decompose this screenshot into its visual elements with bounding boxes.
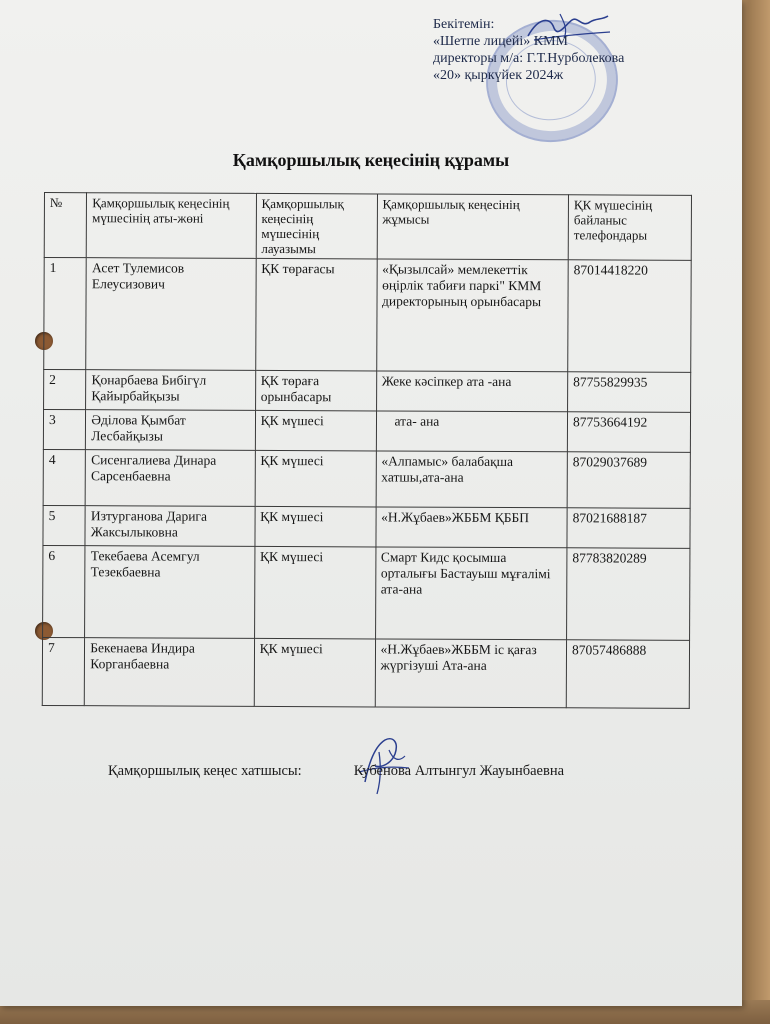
cell-phone: 87057486888: [566, 640, 689, 709]
cell-work: Смарт Кидс қосымша орталығы Бастауыш мұғалімі ата-ана: [375, 547, 567, 640]
table-row: [42, 637, 689, 708]
members-table: [42, 192, 692, 709]
table-row: [44, 258, 691, 373]
column-header-number: №: [44, 193, 87, 258]
cell-work: «Н.Жұбаев»ЖББМ іс қағаз жүргізуші Ата-ана: [375, 639, 567, 708]
cell-name: Бекенаева Индира Корганбаевна: [85, 638, 255, 707]
table-header-row: [44, 193, 691, 261]
cell-number: 2: [44, 370, 86, 410]
cell-name: Сисенгалиева Динара Сарсенбаевна: [85, 450, 255, 507]
column-header-position: Қамқоршылық кеңесінің мүшесінің лауазымы: [256, 193, 377, 259]
approval-date: «20» қыркүйек 2024ж: [433, 68, 564, 83]
cell-name: Изтурганова Дарига Жаксылыковна: [85, 506, 254, 547]
cell-phone: 87755829935: [568, 372, 691, 413]
cell-name: Қонарбаева Бибігүл Қайырбайқызы: [86, 370, 255, 411]
approval-line: «Шетпе лицейі» КММ: [433, 34, 568, 49]
cell-position: ҚК мүшесі: [254, 638, 375, 707]
cell-name: Текебаева Асемгул Тезекбаевна: [85, 546, 255, 639]
cell-work: «Қызылсай» мемлекеттік өңірлік табиғи паркі" КММ директорының орынбасары: [376, 259, 568, 372]
cell-number: 4: [43, 449, 86, 505]
document-title: Қамқоршылық кеңесінің құрамы: [232, 150, 510, 170]
cell-position: ҚК мүшесі: [255, 450, 376, 507]
approval-block: [433, 16, 733, 84]
cell-work: «Алпамыс» балабақша хатшы,ата-ана: [376, 451, 568, 508]
cell-work: ата- ана: [376, 411, 568, 452]
cell-number: 3: [43, 410, 85, 450]
secretary-name: Кубенова Алтынгул Жауынбаевна: [353, 763, 565, 779]
cell-phone: 87783820289: [567, 548, 690, 641]
column-header-name: Қамқоршылық кеңесінің мүшесінің аты-жөні: [87, 193, 257, 259]
cell-number: 5: [43, 505, 85, 545]
cell-phone: 87753664192: [567, 412, 690, 453]
column-header-work: Қамқоршылық кеңесінің жұмысы: [377, 194, 569, 260]
cell-position: ҚК төрағасы: [255, 258, 376, 371]
cell-phone: 87029037689: [567, 452, 690, 509]
cell-phone: 87021688187: [567, 508, 690, 549]
cell-name: Әділова Қымбат Лесбайқызы: [86, 410, 255, 451]
cell-phone: 87014418220: [568, 260, 691, 373]
table-row: [44, 370, 691, 413]
column-header-phone: ҚК мүшесінің байланыс телефондары: [568, 195, 691, 261]
table-row: [43, 410, 690, 453]
cell-number: 6: [43, 545, 86, 637]
table-row: [43, 545, 690, 640]
cell-position: ҚК мүшесі: [255, 410, 376, 451]
cell-position: ҚК мүшесі: [255, 506, 376, 547]
secretary-line: [108, 763, 708, 780]
cell-name: Асет Тулемисов Елеусизович: [86, 258, 256, 371]
cell-position: ҚК мүшесі: [254, 546, 375, 639]
cell-number: 1: [44, 258, 87, 370]
cell-position: ҚК төраға орынбасары: [255, 370, 376, 411]
approval-line: Бекітемін:: [433, 17, 495, 32]
secretary-label: Қамқоршылық кеңес хатшысы:: [108, 763, 302, 779]
table-row: [43, 449, 690, 508]
approval-line: директоры м/а: Г.Т.Нурболекова: [433, 51, 625, 66]
cell-work: «Н.Жұбаев»ЖББМ ҚББП: [375, 507, 567, 548]
cell-work: Жеке кәсіпкер ата -ана: [376, 371, 568, 412]
cell-number: 7: [42, 637, 85, 705]
table-row: [43, 505, 690, 548]
